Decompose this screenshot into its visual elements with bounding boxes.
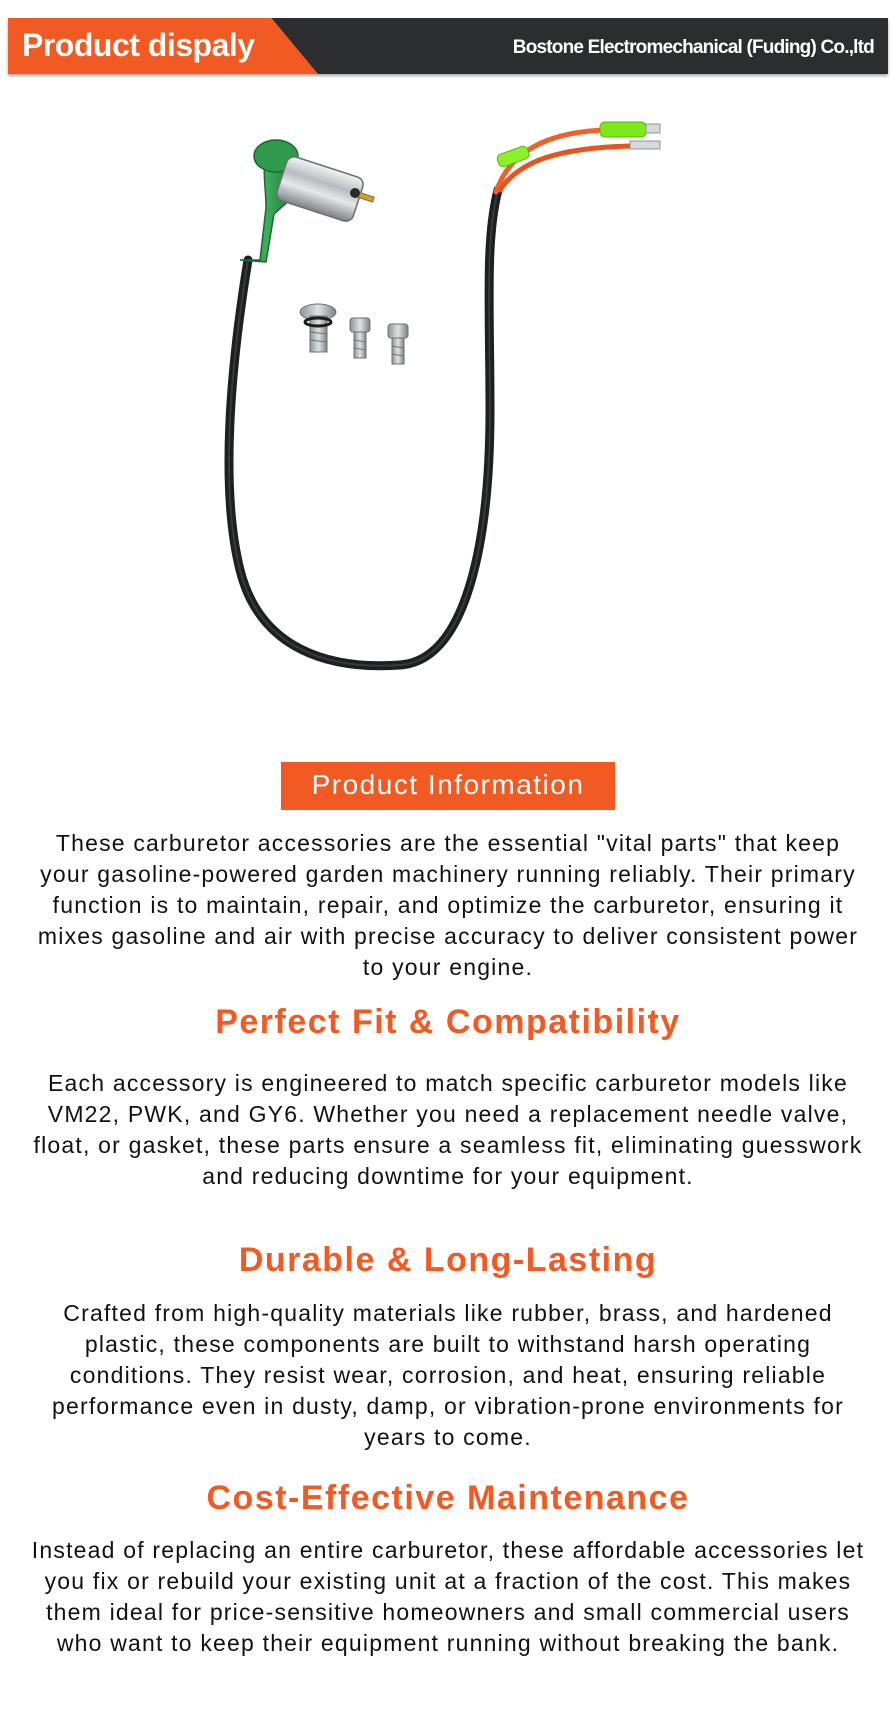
page-title: Product dispaly [22,27,255,63]
section-body-durable: Crafted from high-quality materials like rubber, brass, and hardened plastic, these components are built to withstand harsh operating conditions. They resist wear, corrosion, and heat, ensuring reliable performance even in dusty, damp, or vibration-prone environments for years to come. [52,1300,844,1450]
product-info-badge: Product Information [281,762,616,810]
black-cable [229,190,498,666]
header-banner [8,18,888,74]
banjo-bolt [300,304,336,352]
green-sleeve-upper [600,122,646,137]
section-heading-fit: Perfect Fit & Compatibility [215,1003,681,1041]
product-info-badge-row [0,762,896,810]
intro-paragraph: These carburetor accessories are the essential "vital parts" that keep your gasoline-powered garden machinery running reliably. Their primary function is to maintain, repair, and optimize the carburetor, ensuring it mixes gasoline and air with precise accuracy to deliver consistent power to your engine. [37,830,859,980]
solenoid-cylinder [275,155,365,223]
carburetor-solenoid-valve-photo [200,110,760,740]
section-heading-durable: Durable & Long-Lasting [238,1241,658,1279]
section-body-cost: Instead of replacing an entire carburetor, these affordable accessories let you fix or rebuild your existing unit at a fraction of the cost. This makes them ideal for price-sensitive homeowners and small commercial users who want to keep their equipment running without breaking the bank. [31,1537,865,1656]
section-body-fit: Each accessory is engineered to match specific carburetor models like VM22, PWK, and GY6. Whether you need a replacement needle valve, float, or gasket, these parts ensure a seamless fit, eliminating guesswork and reducing downtime for your equipment. [33,1070,863,1189]
section-heading-cost: Cost-Effective Maintenance [206,1479,690,1517]
small-screw-2 [388,324,408,364]
small-screw-1 [350,318,370,358]
company-name: Bostone Electromechanical (Fuding) Co.,ltd [512,37,874,58]
